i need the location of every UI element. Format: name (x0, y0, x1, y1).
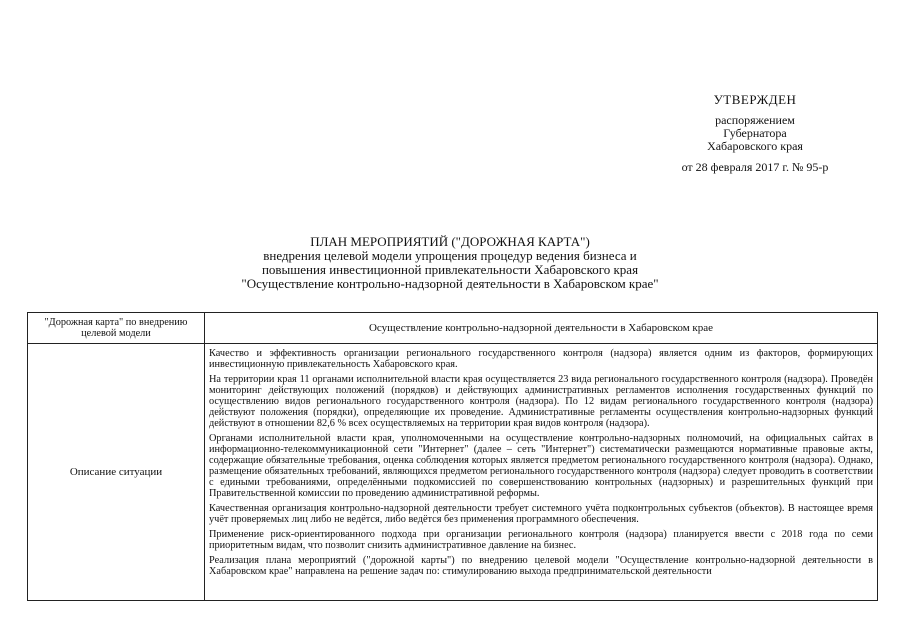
title-line-1: ПЛАН МЕРОПРИЯТИЙ ("ДОРОЖНАЯ КАРТА") (310, 234, 590, 249)
row-content-cell (205, 344, 878, 601)
roadmap-table (27, 312, 878, 601)
paragraph: Реализация плана мероприятий ("дорожной карты") по внедрению целевой модели "Осуществление контрольно-надзорной деятельности в Хабаровском крае" направлена на решение задач по: стимулированию выхода предпринимательской деятельности (209, 555, 873, 577)
approval-line-3: Хабаровского края (707, 139, 803, 153)
approval-date: от 28 февраля 2017 г. № 95-р (681, 160, 829, 174)
paragraph: Качественная организация контрольно-надзорной деятельности требует системного учёта подконтрольных субъектов (объектов). В настоящее время учёт проверяемых лиц либо не ведётся, либо ведётся без применения программного обеспечения. (209, 503, 873, 525)
document-title (150, 235, 750, 291)
title-line-3: повышения инвестиционной привлекательности Хабаровского края (261, 262, 639, 277)
approval-line-2: Губернатора (723, 126, 787, 140)
header-right-cell: Осуществление контрольно-надзорной деятельности в Хабаровском крае (205, 313, 878, 344)
header-left-cell: "Дорожная карта" по внедрению целевой модели (28, 313, 205, 344)
approval-heading: УТВЕРЖДЕН (713, 92, 797, 107)
row-label-cell: Описание ситуации (28, 344, 205, 601)
title-line-4: "Осуществление контрольно-надзорной деятельности в Хабаровском крае" (241, 276, 659, 291)
table-header-row (28, 313, 878, 344)
content-text (209, 348, 873, 600)
table-row (28, 344, 878, 601)
title-line-2: внедрения целевой модели упрощения процедур ведения бизнеса и (263, 248, 637, 263)
approval-block (640, 93, 870, 174)
approval-line-1: распоряжением (715, 113, 795, 127)
paragraph: Качество и эффективность организации регионального государственного контроля (надзора) является одним из факторов, формирующих инвестиционную привлекательность Хабаровского края. (209, 348, 873, 370)
paragraph: Применение риск-ориентированного подхода при организации регионального контроля (надзора) планируется ввести с 2018 года по семи приоритетным видам, что позволит снизить административное давление на бизнес. (209, 529, 873, 551)
paragraph: Органами исполнительной власти края, уполномоченными на осуществление контрольно-надзорных полномочий, на официальных сайтах в информационно-телекоммуникационной сети "Интернет" (далее – сеть "Интернет") систематически размещаются нормативные правовые акты, содержащие обязательные требования, оценка соблюдения которых является предметом регионального государственного контроля (надзора). Однако, размещение обязательных требований, являющихся предметом регионального государственного контроля (надзора) следует проводить в соответствии с едиными требованиями, определёнными подкомиссией по совершенствованию контрольных (надзорных) и разрешительных функций при Правительственной комиссии по проведению административной реформы. (209, 433, 873, 499)
paragraph: На территории края 11 органами исполнительной власти края осуществляется 23 вида регионального государственного контроля (надзора). Проведён мониторинг действующих положений (порядков) и действующих административных регламентов исполнения государственных функций по осуществлению видов регионального государственного контроля (надзора). По 12 видам регионального государственного контроля (надзора) действуют положения (порядки), определяющие их проведение. Административные регламенты осуществления контрольно-надзорных функций действуют в отношении 82,6 % всех осуществляемых на территории края видов контроля (надзора). (209, 374, 873, 429)
